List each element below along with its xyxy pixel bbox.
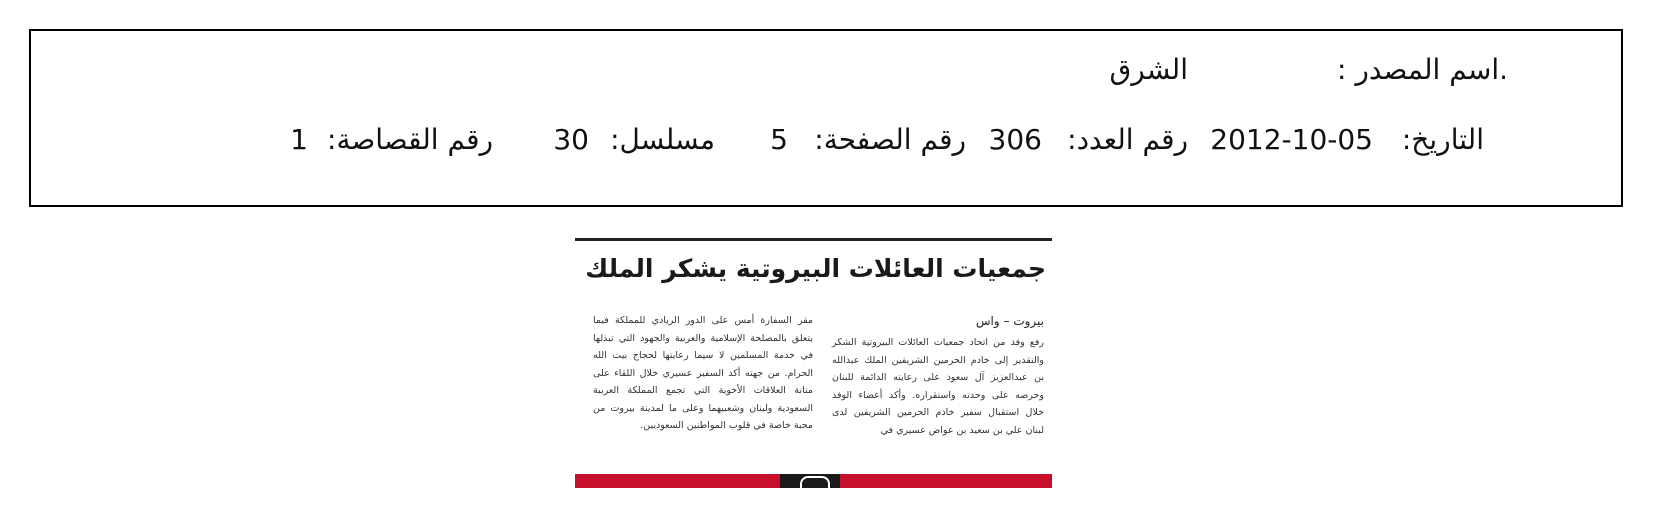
issue-value: 306 <box>988 123 1042 156</box>
clip-value: 1 <box>290 123 308 156</box>
issue-label: رقم العدد: <box>1067 123 1188 156</box>
source-label: .اسم المصدر : <box>1336 53 1508 86</box>
source-value: الشرق <box>1109 53 1188 86</box>
clipping-top-rule <box>575 238 1052 241</box>
article-column-left: مقر السفارة أمس على الدور الريادي للمملكة فيما يتعلق بالمصلحة الإسلامية والعربية والجهود التي تبذلها في خدمة المسلمين لا سيما رعايتها لحجاج بيت الله الحرام. من جهته أكد السفير عسيري خلال اللقاء على متانة العلاقات الأخوية التي تجمع المملكة العربية السعودية ولبنان وشعبيهما وعلى ما لمدينة بيروت من محبة خاصة في قلوب المواطنين السعوديين. <box>593 315 813 431</box>
date-label: التاريخ: <box>1401 123 1484 156</box>
serial-value: 30 <box>553 123 589 156</box>
clipping-banner-logo-icon <box>800 476 830 488</box>
article-byline: بيروت – واس <box>975 314 1044 328</box>
metadata-box <box>29 29 1623 207</box>
article-column-right: رفع وفد من اتحاد جمعيات العائلات البيروتية الشكر والتقدير إلى خادم الحرمين الشريفين الملك عبدالله بن عبدالعزيز آل سعود على رعايته الدائمة للبنان وحرصه على وحدته واستقراره. وأكد أعضاء الوفد خلال استقبال سفير خادم الحرمين الشريفين لدى لبنان علي بن سعيد بن عواض عسيري في <box>832 337 1044 436</box>
page-value: 5 <box>770 123 788 156</box>
date-value: 2012-10-05 <box>1210 123 1373 156</box>
article-headline: جمعيات العائلات البيروتية يشكر الملك <box>585 254 1046 283</box>
page-label: رقم الصفحة: <box>814 123 966 156</box>
clip-label: رقم القصاصة: <box>327 123 493 156</box>
serial-label: مسلسل: <box>610 123 715 156</box>
newspaper-clipping <box>575 238 1052 488</box>
